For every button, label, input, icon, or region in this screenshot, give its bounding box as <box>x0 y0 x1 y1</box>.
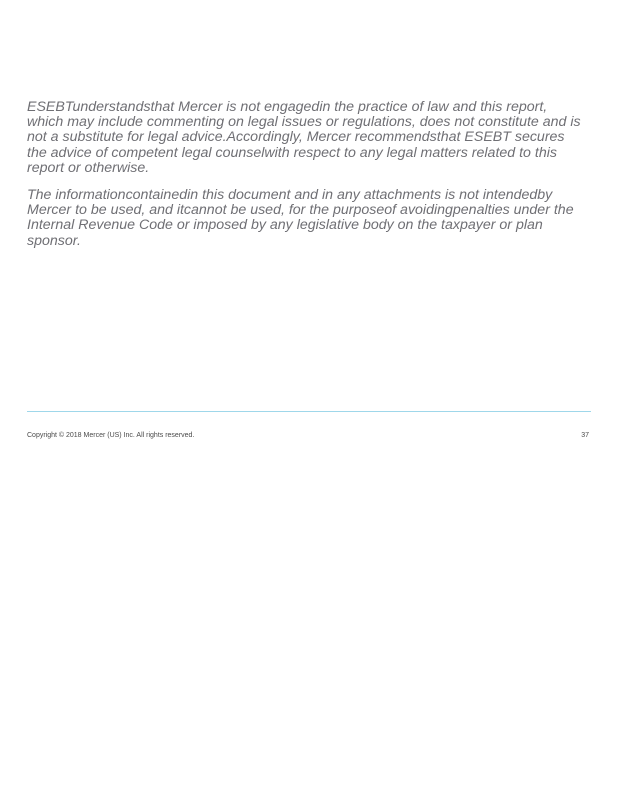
footer-divider <box>27 411 591 412</box>
disclaimer-content <box>27 100 587 249</box>
copyright-notice: Copyright © 2018 Mercer (US) Inc. All rights reserved. <box>27 432 195 439</box>
legal-advice-disclaimer: ESEBTunderstandsthat Mercer is not engagedin the practice of law and this report, which may include commenting on legal issues or regulations, does not constitute and is not a substitute for legal advice.Accordingly, Mercer recommendsthat ESEBT secures the advice of competent legal counselwith respect to any legal matters related to this report or otherwise. <box>27 99 581 176</box>
tax-penalty-disclaimer: The informationcontainedin this document and in any attachments is not intendedby Mercer to be used, and itcannot be used, for the purposeof avoidingpenalties under the Internal Revenue Code or imposed by any legislative body on the taxpayer or plan sponsor. <box>27 187 574 249</box>
page-number: 37 <box>581 432 589 439</box>
